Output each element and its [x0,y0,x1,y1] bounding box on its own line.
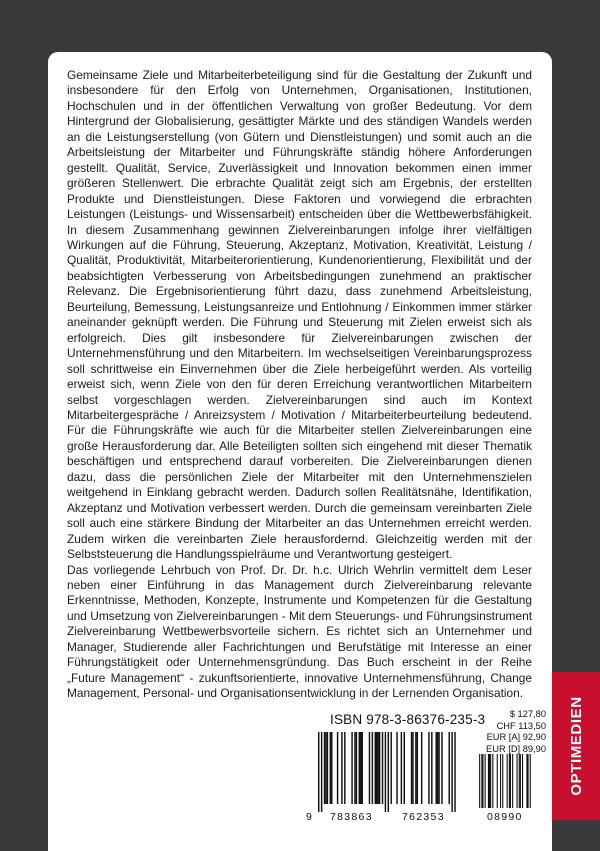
barcode-bar [351,732,352,804]
blurb-paragraph: Gemeinsame Ziele und Mitarbeiterbeteiligung sind für die Gestaltung der Zukunft und insbesondere für den Erfolg von Unternehmen, Organisationen, Institutionen, Hochschulen und in der öffentlichen Verwaltung von großer Bedeutung. Vor dem Hintergrund der Globalisierung, gesättigter Märkte und des ständigen Wandels werden an die Leistungserstellung (von Gütern und Dienstleistungen) und somit auch an die Arbeitsleistung der Mitarbeiter und Führungskräfte ständig höhere Anforderungen gestellt. Qualität, Service, Zuverlässigkeit und Innovation bekommen einen immer größeren Stellenwert. Die erbrachte Qualität zeigt sich am Ergebnis, der erstellten Produkte und Dienstleistungen. Diese Faktoren und vorwiegend die erbrachten Leistungen (Leistungs- und Wissensarbeit) entscheiden über die Wettbewerbsfähigkeit. In diesem Zusammenhang gewinnen Zielvereinbarungen infolge ihrer vielfältigen Wirkungen auf die Führung, Steuerung, Akzeptanz, Motivation, Kreativität, Leistung / Qualität, Produktivität, Mitarbeiterorientierung, Kundenorientierung, Flexibilität und der beabsichtigten Verbesserung von Arbeitsbedingungen zunehmend an praktischer Relevanz. Die Ergebnisorientierung führt dazu, dass zunehmend Arbeitsleistung, Beurteilung, Bemessung, Leistungsanreize und Entlohnung / Einkommen immer stärker aneinander geknüpft werden. Die Führung und Steuerung mit Zielen erweist sich als erfolgreich. Dies gilt insbesondere für Zielvereinbarungen zwischen der Unternehmensführung und den Mitarbeitern. Im wechselseitigen Vereinbarungsprozess soll schrittweise ein Einvernehmen über die Ziele herbeigeführt werden. Als vorteilig erweist sich, wenn Ziele von den für deren Erreichung verantwortlichen Mitarbeitern selbst vorgeschlagen werden. Zielvereinbarungen sind auch im Kontext Mitarbeitergespräche / Anreizsystem / Motivation / Mitarbeiterbeurteilung bedeutend. Für die Führungskräfte wie auch für die Mitarbeiter stellen Zielvereinbarungen eine große Herausforderung dar. Alle Beteiligten sollten sich eingehend mit dieser Thematik beschäftigen und entsprechend darauf vorbereiten. Die Zielvereinbarungen dienen dazu, dass die persönlichen Ziele der Mitarbeiter mit den Unternehmenszielen weitgehend in Einklang gebracht werden. Dadurch sollen Realitätsnähe, Identifikation, Akzeptanz und Motivation verbessert werden. Durch die gemeinsam vereinbarten Ziele soll auch eine stärkere Bindung der Mitarbeiter an das Unternehmen erreicht werden. Zudem wirken die vereinbarten Ziele herausfordernd. Gleichzeitig werden mit der Selbststeuerung die Handlungsspielräume und Verantwortung gesteigert. [67,68,532,562]
barcode-digits-right: 762353 [402,811,445,823]
barcode-bar [324,732,325,804]
addon-barcode-bar [517,754,518,808]
barcode-bar [396,732,397,804]
addon-barcode-bar [530,754,531,808]
barcode-bar [385,732,386,812]
addon-barcode-bar [500,754,501,808]
price-addon-barcode [478,754,536,812]
barcode-bar [454,732,455,812]
barcode-bar [411,732,412,804]
blurb-paragraph: Das vorliegende Lehrbuch von Prof. Dr. Dr. h.c. Ulrich Wehrlin vermittelt dem Leser neben einer Einführung in das Management durch Zielvereinbarung relevante Erkenntnisse, Methoden, Konzepte, Instrumente und Kompetenzen für die Gestaltung und Umsetzung von Zielvereinbarungen - Mit dem Steuerungs- und Führungsinstrument Zielvereinbarung Wettbewerbsvorteile sichern. Es richtet sich an Unternehmer und Manager, Studierende aller Fachrichtungen und Berufstätige mit Interesse an einer Führungstätigkeit oder Unternehmensgründung. Das Buch erscheint in der Reihe „Future Management“ - zukunftsorientierte, innovative Unternehmensführung, Change Management, Personal- und Organisationsentwicklung in der Lernenden Organisation. [67,562,532,701]
price-chf: CHF 113,50 [496,720,546,731]
price-usd: $ 127,80 [509,709,546,719]
barcode-bar [435,732,436,804]
addon-barcode-bar [522,754,523,808]
barcode-bar [401,732,402,804]
addon-barcode-bar [502,754,503,808]
addon-barcode-bar [481,754,482,808]
barcode-bar [369,732,370,804]
addon-barcode-bar [528,754,529,808]
barcode-bar [438,732,439,804]
addon-barcode-bar [488,754,489,808]
barcode-bar [344,732,345,804]
addon-barcode-bar [492,754,493,808]
barcode-bar [330,732,331,804]
barcode-bar [404,732,405,804]
barcode-bar [325,732,326,804]
addon-barcode-bar [479,754,480,808]
price-eur-a: EUR [A] 92,90 [486,732,546,743]
barcode-bar [412,732,413,804]
barcode-digits-left: 783863 [330,811,373,823]
barcode-bar [321,732,322,812]
barcode-bar [431,732,432,804]
back-cover-blurb [67,68,532,702]
price-eur-d: EUR [D] 89,90 [486,743,546,754]
barcode-bar [327,732,328,804]
addon-barcode-bar [497,754,498,808]
barcode-digits-addon: 08990 [487,811,523,823]
barcode-bar [337,732,338,804]
barcode-bar [359,732,360,804]
barcode-bar [356,732,357,804]
addon-barcode-bar [510,754,511,808]
publisher-tab [552,672,600,820]
addon-barcode-bar [490,754,491,808]
addon-barcode-bar [482,754,483,808]
barcode-bar [428,732,429,804]
barcode-bar [449,732,450,804]
barcode-bar [331,732,332,804]
barcode-bar [379,732,380,804]
barcode-bar [318,732,319,812]
barcode-bar [437,732,438,804]
price-list [474,709,546,755]
addon-barcode-bar [526,754,527,808]
barcode-bar [382,732,383,804]
barcode-bar [417,732,418,804]
addon-barcode-bar [520,754,521,808]
barcode-digit-first: 9 [306,811,314,823]
isbn-label: ISBN 978-3-86376-235-3 [330,712,486,727]
barcode-bar [421,732,422,804]
isbn-barcode [318,732,470,812]
barcode-bar [360,732,361,804]
barcode-bar [341,732,342,804]
addon-barcode-bar [485,754,486,808]
barcode-bar [415,732,416,804]
addon-barcode-bar [489,754,490,808]
addon-barcode-bar [512,754,513,808]
barcode-bar [362,732,363,804]
barcode-bar [372,732,373,804]
barcode-bar [388,732,389,812]
barcode-bar [377,732,378,804]
barcode-bar [354,732,355,804]
addon-barcode-bar [509,754,510,808]
barcode-bar [376,732,377,804]
barcode-bar [441,732,442,804]
barcode-bar [451,732,452,812]
publisher-logo: OPTIMEDIEN [567,696,585,796]
barcode-bar [391,732,392,804]
addon-barcode-bar [507,754,508,808]
barcode-bar [375,732,376,804]
addon-barcode-bar [519,754,520,808]
